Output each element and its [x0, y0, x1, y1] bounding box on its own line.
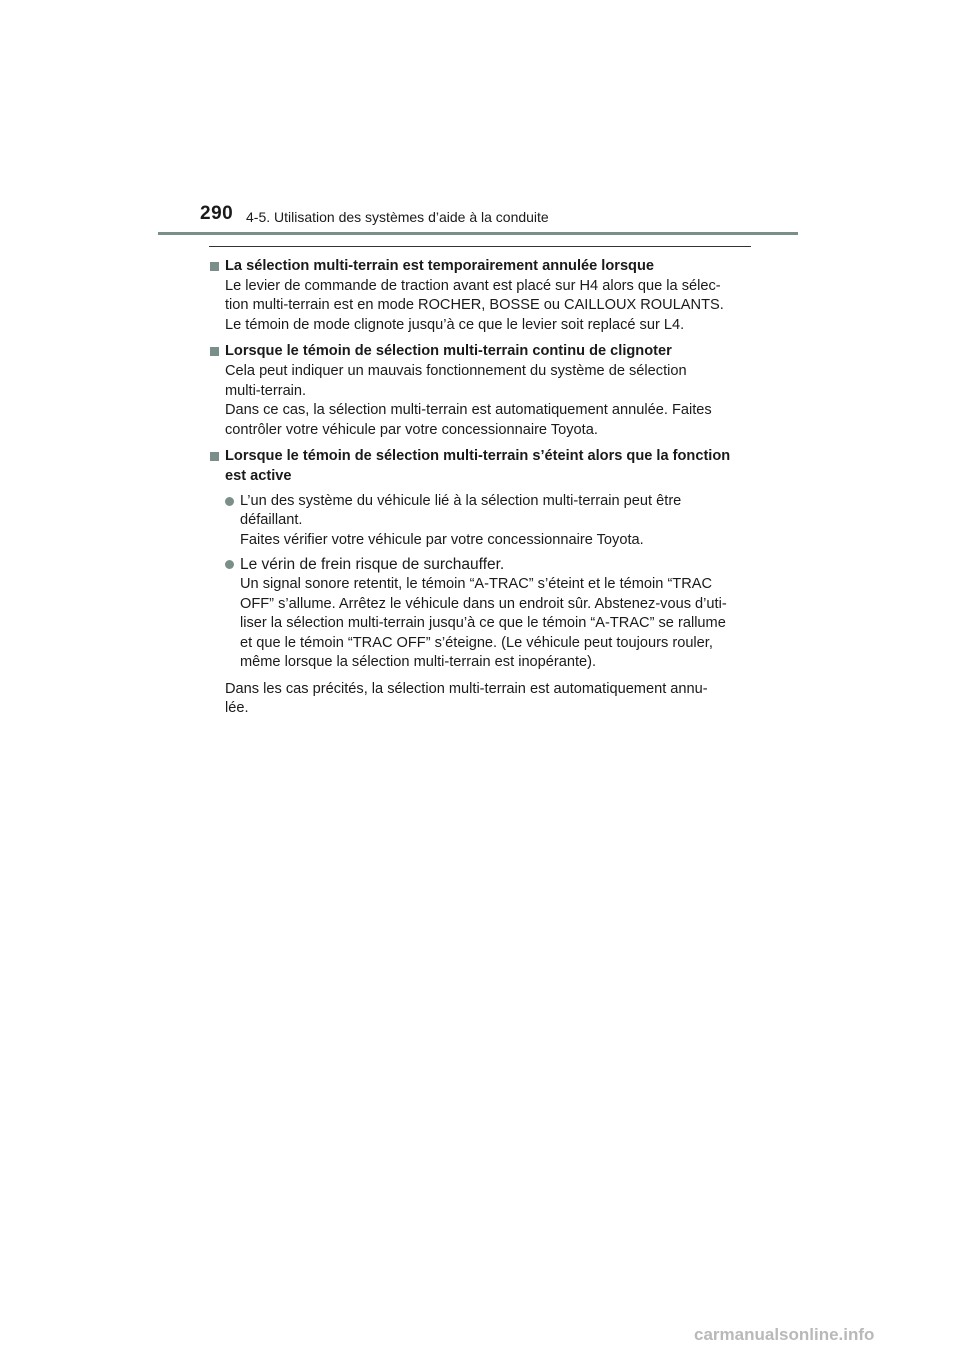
text-line: lée.	[225, 700, 249, 717]
section-heading	[210, 257, 752, 277]
section-heading	[210, 447, 752, 486]
bullet-text	[240, 555, 752, 673]
main-content	[210, 257, 752, 726]
text-line: et que le témoin “TRAC OFF” s’éteigne. (Le véhicule peut toujours rouler,	[240, 634, 713, 651]
section-title-line: Lorsque le témoin de sélection multi-terrain s’éteint alors que la fonction	[225, 448, 731, 465]
bullet-item	[210, 492, 752, 551]
chapter-title: 4-5. Utilisation des systèmes d’aide à la conduite	[246, 209, 549, 225]
text-line: Cela peut indiquer un mauvais fonctionnement du système de sélection	[225, 362, 687, 379]
bullet-item	[210, 555, 752, 673]
text-line: Un signal sonore retentit, le témoin “A-TRAC” s’éteint et le témoin “TRAC	[240, 575, 713, 592]
text-line: Dans ce cas, la sélection multi-terrain est automatiquement annulée. Faites	[225, 402, 712, 419]
text-line: Faites vérifier votre véhicule par votre concessionnaire Toyota.	[240, 531, 644, 548]
section-temporary-cancel	[210, 257, 752, 335]
section-title: Lorsque le témoin de sélection multi-terrain continu de clignoter	[225, 343, 672, 360]
square-bullet-icon	[210, 347, 219, 356]
section-title-line: est active	[225, 467, 292, 484]
text-line: OFF” s’allume. Arrêtez le véhicule dans un endroit sûr. Abstenez-vous d’uti-	[240, 595, 727, 612]
circle-bullet-icon	[225, 560, 234, 569]
text-line: multi-terrain.	[225, 382, 307, 399]
watermark: carmanualsonline.info	[694, 1325, 875, 1344]
square-bullet-icon	[210, 452, 219, 461]
text-line: contrôler votre véhicule par votre concessionnaire Toyota.	[225, 421, 598, 438]
text-line: tion multi-terrain est en mode ROCHER, BOSSE ou CAILLOUX ROULANTS.	[225, 297, 724, 314]
text-line: L’un des système du véhicule lié à la sélection multi-terrain peut être	[240, 492, 682, 509]
section-indicator-flashing	[210, 342, 752, 440]
section-paragraph	[210, 362, 752, 440]
section-paragraph	[210, 277, 752, 336]
page-number: 290	[200, 203, 234, 224]
header-divider	[158, 232, 798, 235]
text-line: même lorsque la sélection multi-terrain est inopérante).	[240, 654, 597, 671]
circle-bullet-icon	[225, 497, 234, 506]
bullet-title: Le vérin de frein risque de surchauffer.	[240, 556, 505, 574]
section-indicator-off	[210, 447, 752, 719]
square-bullet-icon	[210, 262, 219, 271]
text-line: Le témoin de mode clignote jusqu’à ce que le levier soit replacé sur L4.	[225, 316, 685, 333]
bullet-text	[240, 492, 752, 551]
text-line: liser la sélection multi-terrain jusqu’à ce que le témoin “A-TRAC” se rallume	[240, 615, 726, 632]
text-line: Le levier de commande de traction avant est placé sur H4 alors que la sélec-	[225, 277, 721, 294]
section-title	[225, 447, 752, 486]
section-title: La sélection multi-terrain est temporairement annulée lorsque	[225, 258, 655, 274]
section-heading	[210, 342, 752, 362]
closing-paragraph	[210, 680, 752, 719]
text-line: Dans les cas précités, la sélection multi-terrain est automatiquement annu-	[225, 680, 708, 697]
content-divider	[209, 246, 751, 247]
text-line: défaillant.	[240, 512, 303, 529]
